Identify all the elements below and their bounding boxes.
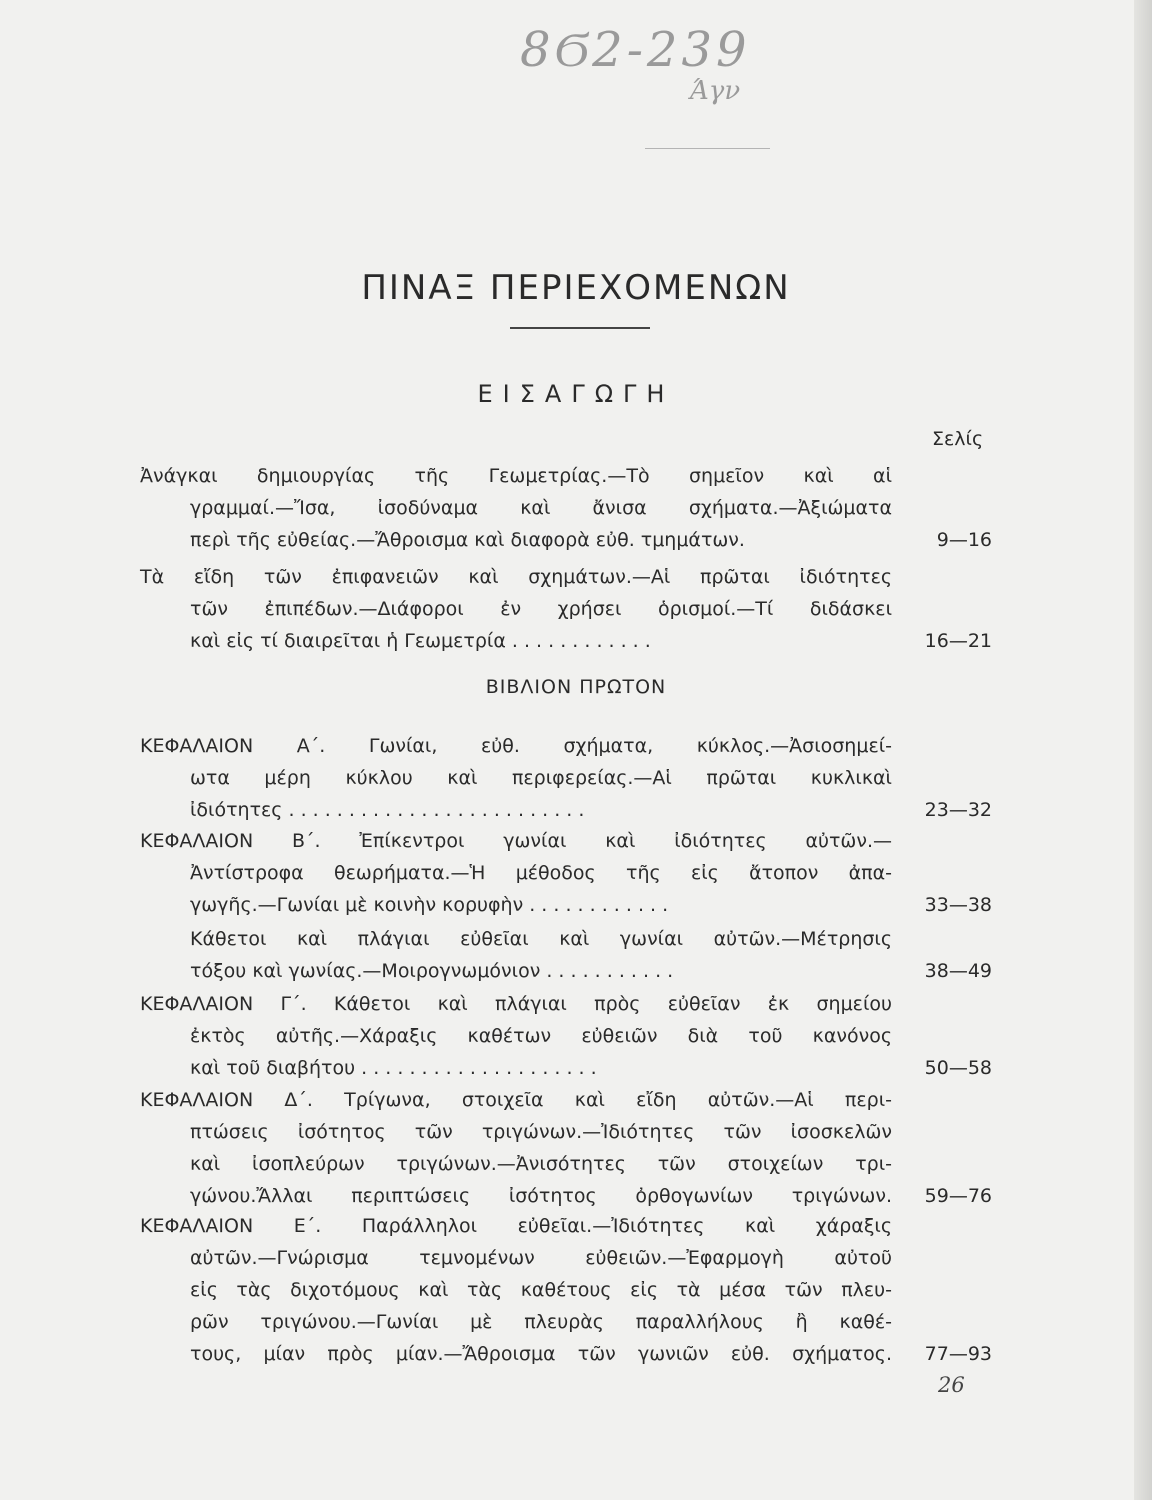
toc-entry-pages: 59—76 — [924, 1185, 992, 1207]
book-one-heading: ΒΙΒΛΙΟΝ ΠΡΩΤΟΝ — [485, 676, 667, 698]
toc-entry-line: πτώσεις ἰσότητος τῶν τριγώνων.—Ἰδιότητες τῶν ἰσοσκελῶν — [190, 1121, 892, 1143]
toc-entry — [140, 730, 992, 826]
toc-entry-line: αὐτῶν.—Γνώρισμα τεμνομένων εὐθειῶν.—Ἐφαρμογὴ αὐτοῦ — [190, 1247, 892, 1269]
toc-entry-line: Ἀνάγκαι δημιουργίας τῆς Γεωμετρίας.—Τὸ σημεῖον καὶ αἱ — [140, 465, 892, 487]
toc-entry-line: καὶ ἰσοπλεύρων τριγώνων.—Ἀνισότητες τῶν στοιχείων τρι- — [190, 1153, 892, 1175]
page-number: 26 — [938, 1373, 965, 1397]
toc-entry-pages: 9—16 — [936, 529, 992, 551]
toc-entry — [140, 988, 992, 1084]
toc-entry — [140, 561, 992, 657]
toc-entry-line: ΚΕΦΑΛΑΙΟΝ Ε΄. Παράλληλοι εὐθεῖαι.—Ἰδιότητες καὶ χάραξις — [140, 1215, 892, 1237]
toc-entry-pages: 38—49 — [924, 960, 992, 982]
toc-entry-line: ἰδιότητες . . . . . . . . . . . . . . . . . . . . . . . . . — [190, 799, 585, 821]
toc-entry-pages: 23—32 — [924, 799, 992, 821]
toc-entry-line: ΚΕΦΑΛΑΙΟΝ Β΄. Ἐπίκεντροι γωνίαι καὶ ἰδιότητες αὐτῶν.— — [140, 830, 892, 852]
handwritten-shelfmark — [520, 22, 840, 117]
toc-entry-line: τῶν ἐπιπέδων.—Διάφοροι ἐν χρήσει ὁρισμοί.—Τί διδάσκει — [190, 598, 892, 620]
toc-entry-pages: 77—93 — [924, 1343, 992, 1365]
toc-entry — [140, 923, 992, 987]
toc-entry — [140, 1084, 992, 1212]
toc-entry-line: ΚΕΦΑΛΑΙΟΝ Α΄. Γωνίαι, εὐθ. σχήματα, κύκλος.—Ἀσιοσημεί- — [140, 735, 892, 757]
toc-entry-line: Τὰ εἴδη τῶν ἐπιφανειῶν καὶ σχημάτων.—Αἱ πρῶται ἰδιότητες — [140, 566, 892, 588]
toc-entry — [140, 825, 992, 921]
title-divider — [510, 327, 650, 329]
pencil-rule — [645, 148, 770, 149]
toc-entry-line: γραμμαί.—Ἴσα, ἰσοδύναμα καὶ ἄνισα σχήματα.—Ἀξιώματα — [190, 497, 892, 519]
toc-entry-line: τόξου καὶ γωνίας.—Μοιρογνωμόνιον . . . . . . . . . . . — [190, 960, 674, 982]
page-title: ΠΙΝΑΞ ΠΕΡΙΕΧΟΜΕΝΩΝ — [361, 268, 791, 308]
toc-entry-line: καὶ τοῦ διαβήτου . . . . . . . . . . . . . . . . . . . . — [190, 1057, 597, 1079]
toc-entry-line: ΚΕΦΑΛΑΙΟΝ Δ΄. Τρίγωνα, στοιχεῖα καὶ εἴδη αὐτῶν.—Αἱ περι- — [140, 1089, 892, 1111]
toc-entry-line: περὶ τῆς εὐθείας.—Ἄθροισμα καὶ διαφορὰ εὐθ. τμημάτων. — [190, 529, 745, 551]
toc-entry — [140, 1210, 992, 1370]
toc-entry-line: καὶ εἰς τί διαιρεῖται ἡ Γεωμετρία . . . . . . . . . . . . — [190, 630, 651, 652]
shelfmark-line-2: Άγν — [690, 76, 741, 106]
introduction-heading: ΕΙΣΑΓΩΓΗ — [477, 380, 675, 408]
page-edge — [1134, 0, 1152, 1500]
toc-entry-pages: 33—38 — [924, 894, 992, 916]
toc-entry-line: Κάθετοι καὶ πλάγιαι εὐθεῖαι καὶ γωνίαι αὐτῶν.—Μέτρησις — [190, 928, 892, 950]
toc-entry-line: ωτα μέρη κύκλου καὶ περιφερείας.—Αἱ πρῶται κυκλικαὶ — [190, 767, 892, 789]
pages-column-label: Σελίς — [932, 428, 984, 450]
toc-entry-line: γωγῆς.—Γωνίαι μὲ κοινὴν κορυφὴν . . . . . . . . . . . . — [190, 894, 669, 916]
toc-entry-line: ρῶν τριγώνου.—Γωνίαι μὲ πλευρὰς παραλλήλους ἢ καθέ- — [190, 1311, 892, 1333]
toc-entry-line: ἐκτὸς αὐτῆς.—Χάραξις καθέτων εὐθειῶν διὰ τοῦ κανόνος — [190, 1025, 892, 1047]
toc-entry-line: τους, μίαν πρὸς μίαν.—Ἄθροισμα τῶν γωνιῶν εὐθ. σχήματος. — [190, 1343, 892, 1365]
toc-entry-pages: 50—58 — [924, 1057, 992, 1079]
toc-entry-line: εἰς τὰς διχοτόμους καὶ τὰς καθέτους εἰς τὰ μέσα τῶν πλευ- — [190, 1279, 892, 1301]
toc-entry-line: ΚΕΦΑΛΑΙΟΝ Γ΄. Κάθετοι καὶ πλάγιαι πρὸς εὐθεῖαν ἐκ σημείου — [140, 993, 892, 1015]
toc-entry-pages: 16—21 — [924, 630, 992, 652]
toc-entry-line: Ἀντίστροφα θεωρήματα.—Ἡ μέθοδος τῆς εἰς ἄτοπον ἀπα- — [190, 862, 892, 884]
toc-entry — [140, 460, 992, 556]
shelfmark-line-1: 8Ϭ2-239 — [520, 22, 751, 78]
toc-entry-line: γώνου.Ἄλλαι περιπτώσεις ἰσότητος ὀρθογωνίων τριγώνων. — [190, 1185, 892, 1207]
